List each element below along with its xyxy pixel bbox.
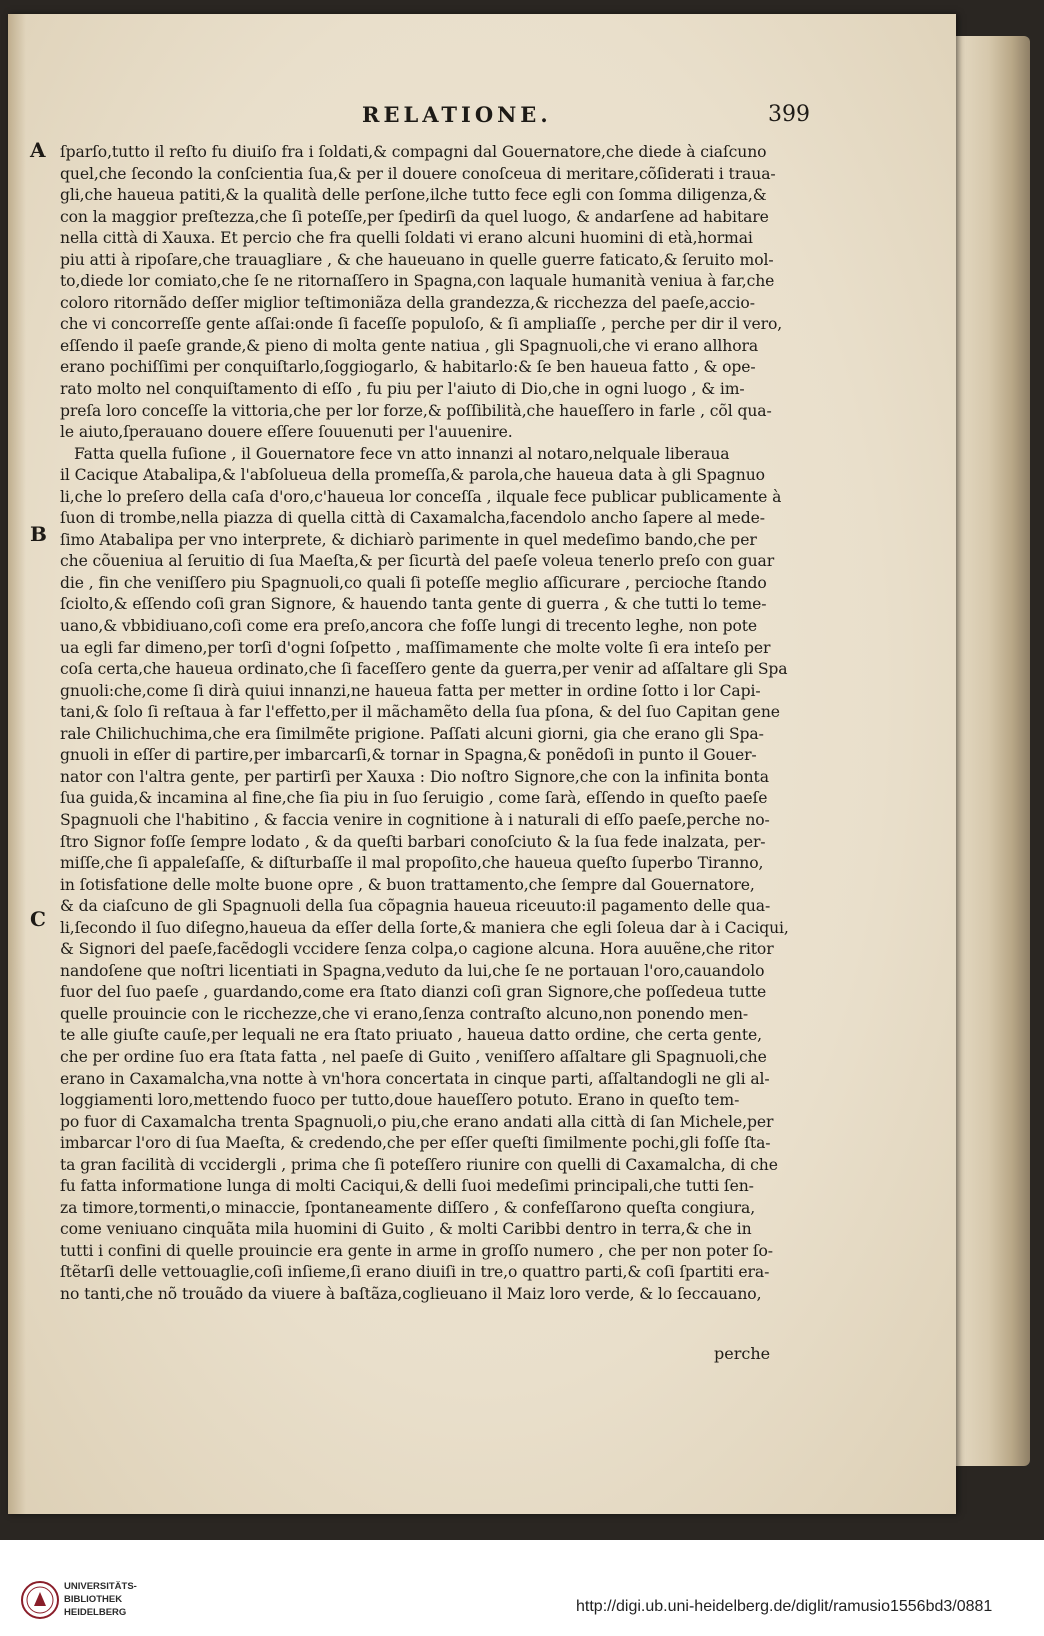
text-line: fu fatta informatione lunga di molti Caciqui,& delli ſuoi medeſimi principali,che tutti ſen- (60, 1177, 754, 1196)
text-line: die , fin che veniſſero piu Spagnuoli,co quali ſi poteſſe meglio aſſicurare , percioche ſtando (60, 573, 767, 592)
text-line: & Signori del paeſe,facẽdogli vccidere ſenza colpa,o cagione alcuna. Hora auuẽne,che ritor (60, 940, 774, 959)
text-line: ſua guida,& incamina al fine,che ſia piu in ſuo ſeruigio , come ſarà, eſſendo in queſto paeſe (60, 789, 768, 808)
text-line: gli,che haueua patiti,& la qualità delle perſone,ilche tutto fece egli con ſomma diligenza,& (60, 186, 767, 205)
text-line: preſa loro conceſſe la vittoria,che per lor forze,& poſſibilità,che haueſſero in farle , cõl qua- (60, 401, 772, 420)
text-line: rale Chilichuchima,che era ſimilmẽte prigione. Paſſati alcuni giorni, gia che erano gli Spa- (60, 724, 764, 743)
text-line: miſſe,che ſi appaleſaſſe, & diſturbaſſe il mal propoſito,che haueua queſto ſuperbo Tiranno, (60, 854, 764, 873)
text-line: nella città di Xauxa. Et percio che fra quelli ſoldati vi erano alcuni huomini di età,hormai (60, 229, 753, 248)
book-page (8, 14, 956, 1514)
running-title: RELATIONE. (362, 102, 552, 127)
text-line: tani,& ſolo ſi reſtaua à far l'effetto,per il mãchamẽto della ſua pſona, & del ſuo Capitan gene (60, 703, 780, 722)
text-line: te alle giuſte cauſe,per lequali ne era ſtato priuato , haueua datto ordine, che certa gente, (60, 1026, 763, 1045)
text-line: li,ſecondo il ſuo diſegno,haueua da eſſer della ſorte,& maniera che egli ſoleua dar à i Caciqui, (60, 918, 789, 937)
page-number: 399 (768, 102, 810, 127)
text-line: che vi concorreſſe gente aſſai:onde ſi faceſſe populoſo, & ſi ampliaſſe , perche per dir il vero, (60, 315, 783, 334)
text-line: erano pochiſſimi per conquiſtarlo,ſoggiogarlo, & habitarlo:& ſe ben haueua fatto , & ope- (60, 358, 756, 377)
text-line: loggiamenti loro,mettendo fuoco per tutto,doue haueſſero potuto. Erano in queſto tem- (60, 1091, 740, 1110)
text-line: Fatta quella fuſione , il Gouernatore fece vn atto innanzi al notaro,nelquale liberaua (74, 444, 730, 463)
text-line: gnuoli in eſſer di partire,per imbarcarſi,& tornar in Spagna,& ponẽdoſi in punto il Gouer- (60, 746, 757, 765)
body-text (60, 142, 818, 1306)
text-line: eſſendo il paeſe grande,& pieno di molta gente natiua , gli Spagnuoli,che vi erano allhora (60, 336, 759, 355)
text-line: ſuon di trombe,nella piazza di quella città di Caxamalcha,facendolo ancho ſapere al mede- (60, 509, 765, 528)
text-line: erano in Caxamalcha,vna notte à vn'hora concertata in cinque parti, aſſaltandogli ne gli al- (60, 1069, 770, 1088)
text-line: le aiuto,ſperauano douere eſſere ſouuenuti per l'auuenire. (60, 423, 513, 442)
text-line: po fuor di Caxamalcha trenta Spagnuoli,o piu,che erano andati alla città di ſan Michele,per (60, 1112, 774, 1131)
university-seal-icon (20, 1580, 60, 1620)
text-line: ſimo Atabalipa per vno interprete, & dichiarò parimente in quel medeſimo bando,che per (60, 530, 757, 549)
text-line: quel,che ſecondo la conſcientia ſua,& per il douere conoſceua di meritare,cõſiderati i traua- (60, 164, 776, 183)
text-line: nator con l'altra gente, per partirſi per Xauxa : Dio noſtro Signore,che con la infinita bonta (60, 767, 769, 786)
text-line: piu atti à ripoſare,che trauagliare , & che haueuano in quelle guerre faticato,& ſeruito mol- (60, 250, 774, 269)
text-line: ta gran facilità di vccidergli , prima che ſi poteſſero riunire con quelli di Caxamalcha, di che (60, 1155, 778, 1174)
text-line: coſa certa,che haueua ordinato,che ſi faceſſero gente da guerra,per venir ad aſſaltare gli Spa (60, 660, 788, 679)
text-line: li,che lo preſero della caſa d'oro,c'haueua lor conceſſa , ilquale fece publicar publicamente à (60, 487, 782, 506)
text-line: gnuoli:che,come ſi dirà quiui innanzi,ne haueua fatta per metter in ordine ſotto i lor Capi- (60, 681, 761, 700)
text-line: za timore,tormenti,o minaccie, ſpontaneamente diſſero , & confeſſarono queſta congiura, (60, 1198, 756, 1217)
institution-line: BIBLIOTHEK (64, 1594, 123, 1605)
text-line: con la maggior preſtezza,che ſi poteſſe,per ſpedirſi da quel luogo, & andarſene ad habitare (60, 207, 769, 226)
text-line: il Cacique Atabalipa,& l'abſolueua della promeſſa,& parola,che haueua data à gli Spagnuo (60, 466, 765, 485)
text-line: no tanti,che nõ trouãdo da viuere à baſtãza,coglieuano il Maiz loro verde, & lo ſeccauano, (60, 1284, 762, 1303)
text-line: ſparſo,tutto il reſto fu diuiſo fra i ſoldati,& compagni dal Gouernatore,che diede à ciaſcuno (60, 143, 767, 161)
text-line: ua egli far dimeno,per torſi d'ogni ſoſpetto , maſſimamente che molte volte ſi era inteſo per (60, 638, 771, 657)
institution-name (64, 1580, 214, 1619)
text-line: ſtro Signor foſſe ſempre lodato , & da queſti barbari conoſciuto & la ſua fede inalzata, per- (60, 832, 766, 851)
institution-line: UNIVERSITÄTS- (64, 1581, 137, 1592)
catchword: perche (714, 1344, 771, 1363)
text-line: che cõueniua al ſeruitio di ſua Maeſta,& per ſicurtà del paeſe voleua tenerlo preſo con guar (60, 552, 775, 571)
text-line: che per ordine ſuo era ſtata fatta , nel paeſe di Guito , veniſſero aſſaltare gli Spagnuoli,che (60, 1047, 767, 1066)
source-url-link[interactable]: http://digi.ub.uni-heidelberg.de/diglit/ramusio1556bd3/0881 (576, 1598, 993, 1615)
margin-letter-c: C (30, 907, 46, 931)
text-line: nandoſene que noſtri licentiati in Spagna,veduto da lui,che ſe ne portauan l'oro,cauandolo (60, 961, 765, 980)
text-line: to,diede lor comiato,che ſe ne ritornaſſero in Spagna,con laquale humanità veniua à far,che (60, 272, 775, 291)
text-line: in ſotisfatione delle molte buone opre , & buon trattamento,che ſempre dal Gouernatore, (60, 875, 755, 894)
text-line: come veniuano cinquãta mila huomini di Guito , & molti Caribbi dentro in terra,& che in (60, 1220, 752, 1239)
text-line: tutti i confini di quelle prouincie era gente in arme in groſſo numero , che per non poter ſo- (60, 1241, 773, 1260)
margin-letter-b: B (30, 522, 47, 546)
viewer-footer (0, 1540, 1044, 1636)
institution-line: HEIDELBERG (64, 1607, 127, 1618)
text-line: coloro ritornãdo deſſer miglior teſtimoniãza della grandezza,& ricchezza del paeſe,accio- (60, 293, 755, 312)
text-line: fuor del ſuo paeſe , guardando,come era ſtato dianzi coſi gran Signore,che poſſedeua tutte (60, 983, 767, 1002)
text-line: imbarcar l'oro di ſua Maeſta, & credendo,che per eſſer queſti ſimilmente pochi,gli foſſe ſta- (60, 1134, 771, 1153)
text-line: ſciolto,& eſſendo coſi gran Signore, & hauendo tanta gente di guerra , & che tutti lo teme- (60, 595, 767, 614)
page-header (338, 102, 858, 132)
text-line: quelle prouincie con le ricchezze,che vi erano,ſenza contraſto alcuno,non ponendo men- (60, 1004, 749, 1023)
text-line: & da ciaſcuno de gli Spagnuoli della ſua cõpagnia haueua riceuuto:il pagamento delle qua- (60, 897, 771, 916)
margin-letter-a: A (30, 138, 46, 162)
text-line: rato molto nel conquiſtamento di eſſo , fu piu per l'aiuto di Dio,che in ogni luogo , & im- (60, 380, 745, 399)
text-line: ſtẽtarſi delle vettouaglie,coſi inſieme,ſi erano diuiſi in tre,o quattro parti,& coſi ſpartiti era- (60, 1263, 770, 1282)
text-line: uano,& vbbidiuano,coſi come era preſo,ancora che foſſe lungi di trecento leghe, non pote (60, 617, 758, 636)
text-line: Spagnuoli che l'habitino , & faccia venire in cognitione à i naturali di eſſo paeſe,perche no- (60, 810, 770, 829)
